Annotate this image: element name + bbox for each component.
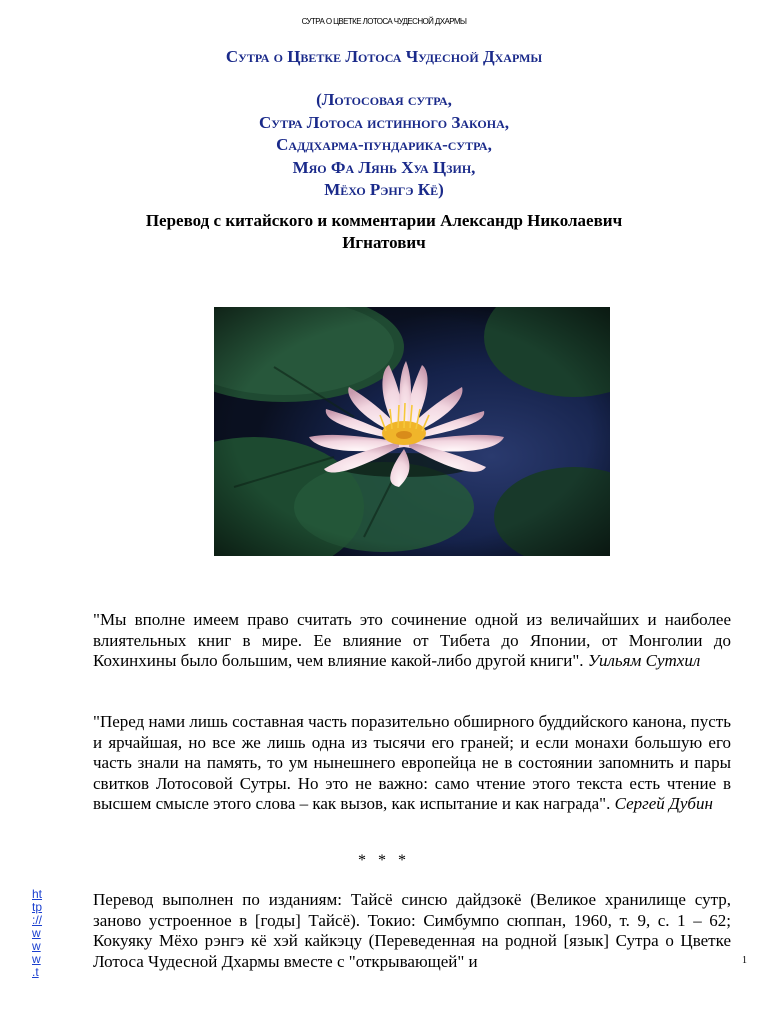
running-header: СУТРА О ЦВЕТКЕ ЛОТОСА ЧУДЕСНОЙ ДХАРМЫ (301, 17, 467, 26)
link-fragment[interactable]: ht (32, 887, 43, 901)
quote-text: "Мы вполне имеем право считать это сочинение одной из величайших и наиболее влиятельных книг в мире. Ее влияние от Тибета до Японии, от Монголии до Кохинхины было большим, чем влияние какой-либо другой книги". (93, 610, 731, 670)
quote-southill (93, 610, 731, 672)
quote-author: Уильям Сутхил (587, 651, 701, 670)
quote-author: Сергей Дубин (614, 794, 713, 813)
quote-text: "Перед нами лишь составная часть поразительно обширного буддийского канона, пусть и ярчайшая, но все же лишь одна из тысячи его граней; и если монахи большую его часть знали на память, то ум нынешнего европейца не в состоянии запомнить и пары свитков Лотосовой Сутры. Но это не важно: само чтение этого текста есть чтение в высшем смысле этого слова – как вызов, как испытание и как награда". (93, 712, 731, 813)
lotus-illustration (214, 307, 610, 556)
quote-dubin (93, 712, 731, 815)
document-title: Сутра о Цветке Лотоса Чудесной Дхармы (225, 47, 543, 66)
alt-title-line: Саддхарма-пундарика-сутра, (276, 135, 492, 154)
alt-title-line: (Лотосовая сутра, (316, 90, 452, 109)
link-fragment[interactable]: :// (32, 913, 43, 927)
link-fragment[interactable]: tp (32, 900, 43, 914)
translator-credit: Перевод с китайского и комментарии Александр Николаевич Игнатович (145, 211, 623, 252)
link-fragment[interactable]: w (32, 939, 41, 953)
translation-sources-paragraph: Перевод выполнен по изданиям: Тайсё синсю дайдзокё (Великое хранилище сутр, заново устроенное в [годы] Тайсё). Токио: Симбумпо сюппан, 1960, т. 9, с. 1 – 62; Кокуяку Мёхо рэнгэ кё хэй кайкэцу (Переведенная на родной [язык] Сутра о Цветке Лотоса Чудесной Дхармы вместе с "открывающей" и (93, 890, 731, 971)
page-number: 1 (742, 955, 747, 966)
section-separator: * * * (358, 852, 410, 869)
alt-title-line: Мёхо Рэнгэ Кё) (324, 180, 444, 199)
link-fragment[interactable]: .t (32, 965, 39, 979)
alt-title-line: Мяо Фа Лянь Хуа Цзин, (292, 157, 476, 177)
alternative-titles (0, 89, 768, 202)
link-fragment[interactable]: w (32, 926, 41, 940)
margin-url-link[interactable] (32, 888, 54, 979)
link-fragment[interactable]: w (32, 952, 41, 966)
alt-title-line: Сутра Лотоса истинного Закона, (259, 112, 509, 132)
lotus-photo (214, 307, 610, 556)
